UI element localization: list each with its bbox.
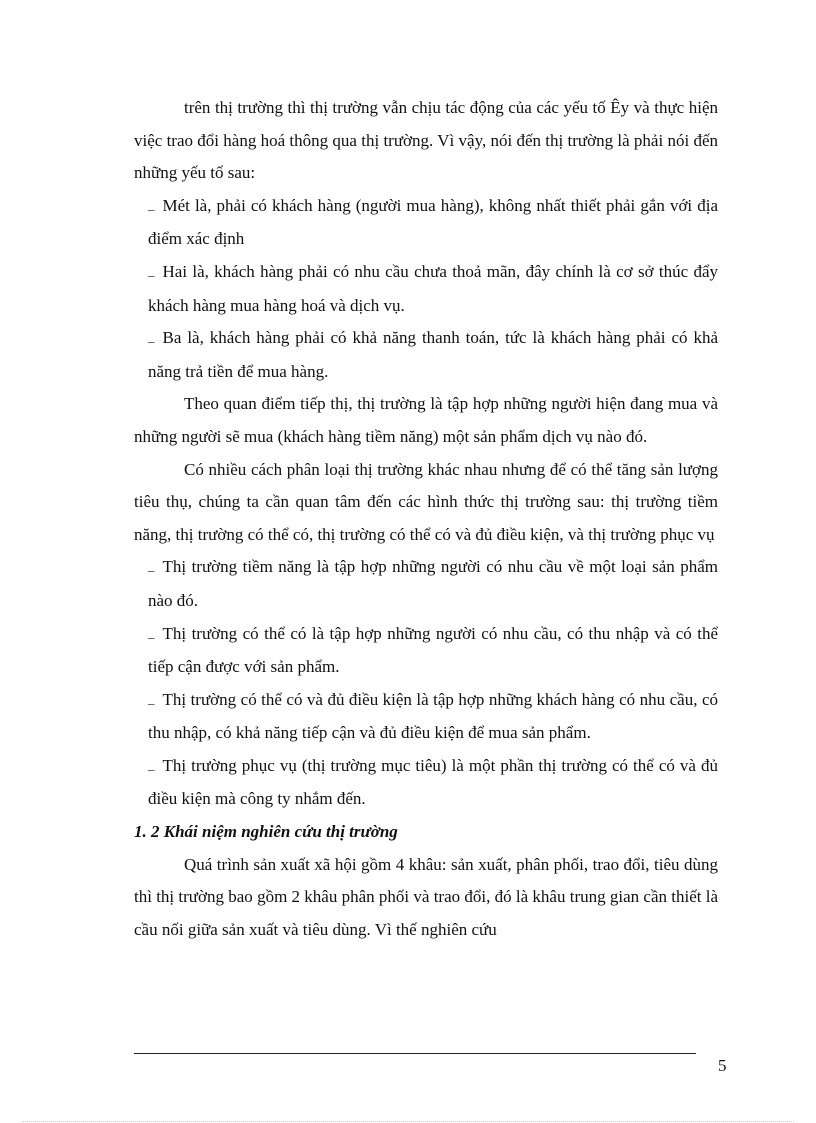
- paragraph-marketing-view: Theo quan điểm tiếp thị, thị trường là tập hợp những người hiện đang mua và những người sẽ mua (khách hàng tiềm năng) một sản phẩm dịch vụ nào đó.: [134, 394, 718, 446]
- bullet-marker: _: [148, 756, 155, 772]
- bullet-marker: _: [148, 262, 155, 278]
- document-body: [134, 92, 718, 946]
- bullet-text: Thị trường tiềm năng là tập hợp những người có nhu cầu về một loại sản phẩm nào đó.: [148, 557, 718, 610]
- bullet-marker: _: [148, 558, 155, 574]
- bullet-item-qualified-market: [134, 684, 718, 750]
- bullet-marker: _: [148, 624, 155, 640]
- bullet-text: Thị trường phục vụ (thị trường mục tiêu) là một phần thị trường có thể có và đủ điều kiện mà công ty nhắm đến.: [148, 755, 718, 809]
- paragraph-market-types: Có nhiều cách phân loại thị trường khác nhau nhưng để có thể tăng sản lượng tiêu thụ, chúng ta cần quan tâm đến các hình thức thị trường sau: thị trường tiềm năng, thị trường có thể có, thị trường có thể có và đủ điều kiện, và thị trường phục vụ: [134, 459, 718, 544]
- bullet-marker: _: [148, 329, 155, 345]
- bullet-item-first: [134, 190, 718, 256]
- page-bottom-edge: [22, 1121, 794, 1122]
- bullet-text: Thị trường có thể có là tập hợp những người có nhu cầu, có thu nhập và có thể tiếp cận được với sản phẩm.: [148, 623, 718, 677]
- bullet-item-served-market: [134, 750, 718, 816]
- bullet-text: Hai là, khách hàng phải có nhu cầu chưa thoả mãn, đây chính là cơ sở thúc đẩy khách hàng mua hàng hoá và dịch vụ.: [148, 261, 718, 315]
- bullet-item-second: [134, 256, 718, 322]
- bullet-item-potential-market: [134, 551, 718, 617]
- bullet-text: Thị trường có thể có và đủ điều kiện là tập hợp những khách hàng có nhu cầu, có thu nhập, có khả năng tiếp cận và đủ điều kiện để mua sản phẩm.: [148, 689, 718, 743]
- bullet-item-third: [134, 322, 718, 388]
- bullet-marker: _: [148, 196, 155, 212]
- paragraph-production-process: Quá trình sản xuất xã hội gồm 4 khâu: sản xuất, phân phối, trao đổi, tiêu dùng thì thị trường bao gồm 2 khâu phân phối và trao đổi, đó là khâu trung gian cần thiết là cầu nối giữa sản xuất và tiêu dùng. Vì thế nghiên cứu: [134, 854, 718, 939]
- bullet-item-available-market: [134, 618, 718, 684]
- footer-divider: [134, 1053, 696, 1054]
- bullet-text: Ba là, khách hàng phải có khả năng thanh toán, tức là khách hàng phải có khả năng trả tiền để mua hàng.: [148, 328, 718, 381]
- paragraph-intro: trên thị trường thì thị trường vẫn chịu tác động của các yếu tố Êy và thực hiện việc trao đổi hàng hoá thông qua thị trường. Vì vậy, nói đến thị trường là phải nói đến những yếu tố sau:: [134, 98, 718, 183]
- page-number: 5: [718, 1056, 727, 1075]
- section-heading: 1. 2 Khái niệm nghiên cứu thị trường: [134, 822, 398, 842]
- bullet-marker: _: [148, 690, 155, 706]
- bullet-text: Mét là, phải có khách hàng (người mua hàng), không nhất thiết phải gắn với địa điểm xác định: [148, 195, 718, 249]
